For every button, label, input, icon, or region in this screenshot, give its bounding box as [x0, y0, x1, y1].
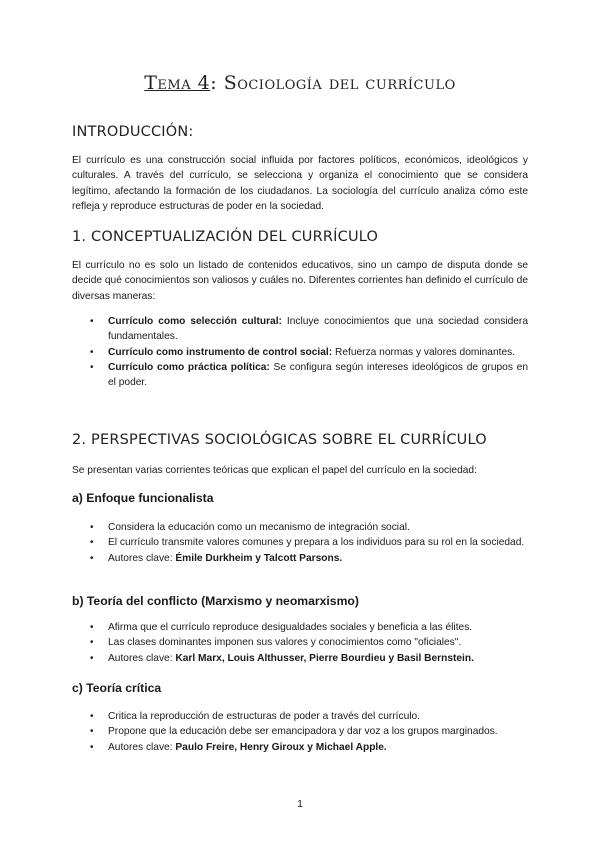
- list-item: • Critica la reproducción de estructuras de poder a través del currículo.: [72, 709, 528, 724]
- subsection-a-list: [72, 520, 528, 566]
- section2-paragraph: Se presentan varias corrientes teóricas que explican el papel del currículo en la sociedad:: [72, 465, 477, 476]
- section1-heading: 1. CONCEPTUALIZACIÓN DEL CURRÍCULO: [72, 229, 379, 245]
- page-number: 1: [297, 798, 303, 810]
- list-item-term: Currículo como selección cultural:: [108, 316, 282, 327]
- authors-label: Autores clave:: [108, 652, 176, 664]
- page-title: [72, 72, 528, 94]
- subsection-b-heading: b) Teoría del conflicto (Marxismo y neomarxismo): [72, 594, 359, 608]
- list-item-desc: Refuerza normas y valores dominantes.: [332, 346, 516, 358]
- list-item: [72, 360, 528, 391]
- list-item: [72, 740, 528, 755]
- authors-names: Émile Durkheim y Talcott Parsons.: [175, 552, 343, 564]
- list-item-desc: Se configura según intereses ideológicos de grupos en el poder.: [108, 361, 528, 389]
- list-item: • Afirma que el currículo reproduce desigualdades sociales y beneficia a las élites.: [72, 620, 528, 635]
- subsection-b-list: [72, 620, 528, 666]
- title-prefix: Tema 4: [144, 72, 211, 94]
- list-item: [72, 651, 528, 666]
- authors-names: Karl Marx, Louis Althusser, Pierre Bourdieu y Basil Bernstein.: [175, 652, 474, 664]
- list-item: [72, 314, 528, 345]
- section1-list: [72, 314, 528, 390]
- list-item: [72, 345, 528, 360]
- section2-heading: 2. PERSPECTIVAS SOCIOLÓGICAS SOBRE EL CURRÍCULO: [72, 432, 487, 448]
- subsection-c-list: [72, 709, 528, 755]
- subsection-a-heading: a) Enfoque funcionalista: [72, 491, 214, 505]
- list-item: • Las clases dominantes imponen sus valores y conocimientos como "oficiales".: [72, 635, 528, 650]
- list-item-term: Currículo como práctica política:: [108, 361, 270, 373]
- authors-label: Autores clave:: [108, 741, 176, 753]
- list-item-desc: Incluye conocimientos que una sociedad considera fundamentales.: [108, 316, 528, 343]
- subsection-c-heading: c) Teoría crítica: [72, 681, 162, 695]
- list-item: • Considera la educación como un mecanismo de integración social.: [72, 520, 528, 535]
- authors-label: Autores clave:: [108, 552, 176, 564]
- title-rest: : Sociología del currículo: [210, 72, 456, 94]
- list-item: • Propone que la educación debe ser emancipadora y dar voz a los grupos marginados.: [72, 724, 528, 739]
- authors-names: Paulo Freire, Henry Giroux y Michael Apple.: [175, 741, 387, 753]
- intro-paragraph: El currículo es una construcción social influida por factores políticos, económicos, ideológicos y culturales. A través del currículo, se selecciona y organiza el conocimiento que se considera legítimo, afectando la formación de los ciudadanos. La sociología del currículo analiza cómo este refleja y reproduce estructuras de poder en la sociedad.: [72, 155, 528, 212]
- intro-heading: INTRODUCCIÓN:: [72, 124, 194, 140]
- list-item: [72, 551, 528, 566]
- list-item-term: Currículo como instrumento de control social:: [108, 346, 333, 358]
- section1-paragraph: El currículo no es solo un listado de contenidos educativos, sino un campo de disputa donde se decide qué conocimientos son valiosos y cuáles no. Diferentes corrientes han definido el currículo de diversas maneras:: [72, 260, 528, 302]
- list-item: • El currículo transmite valores comunes y prepara a los individuos para su rol en la sociedad.: [72, 535, 528, 550]
